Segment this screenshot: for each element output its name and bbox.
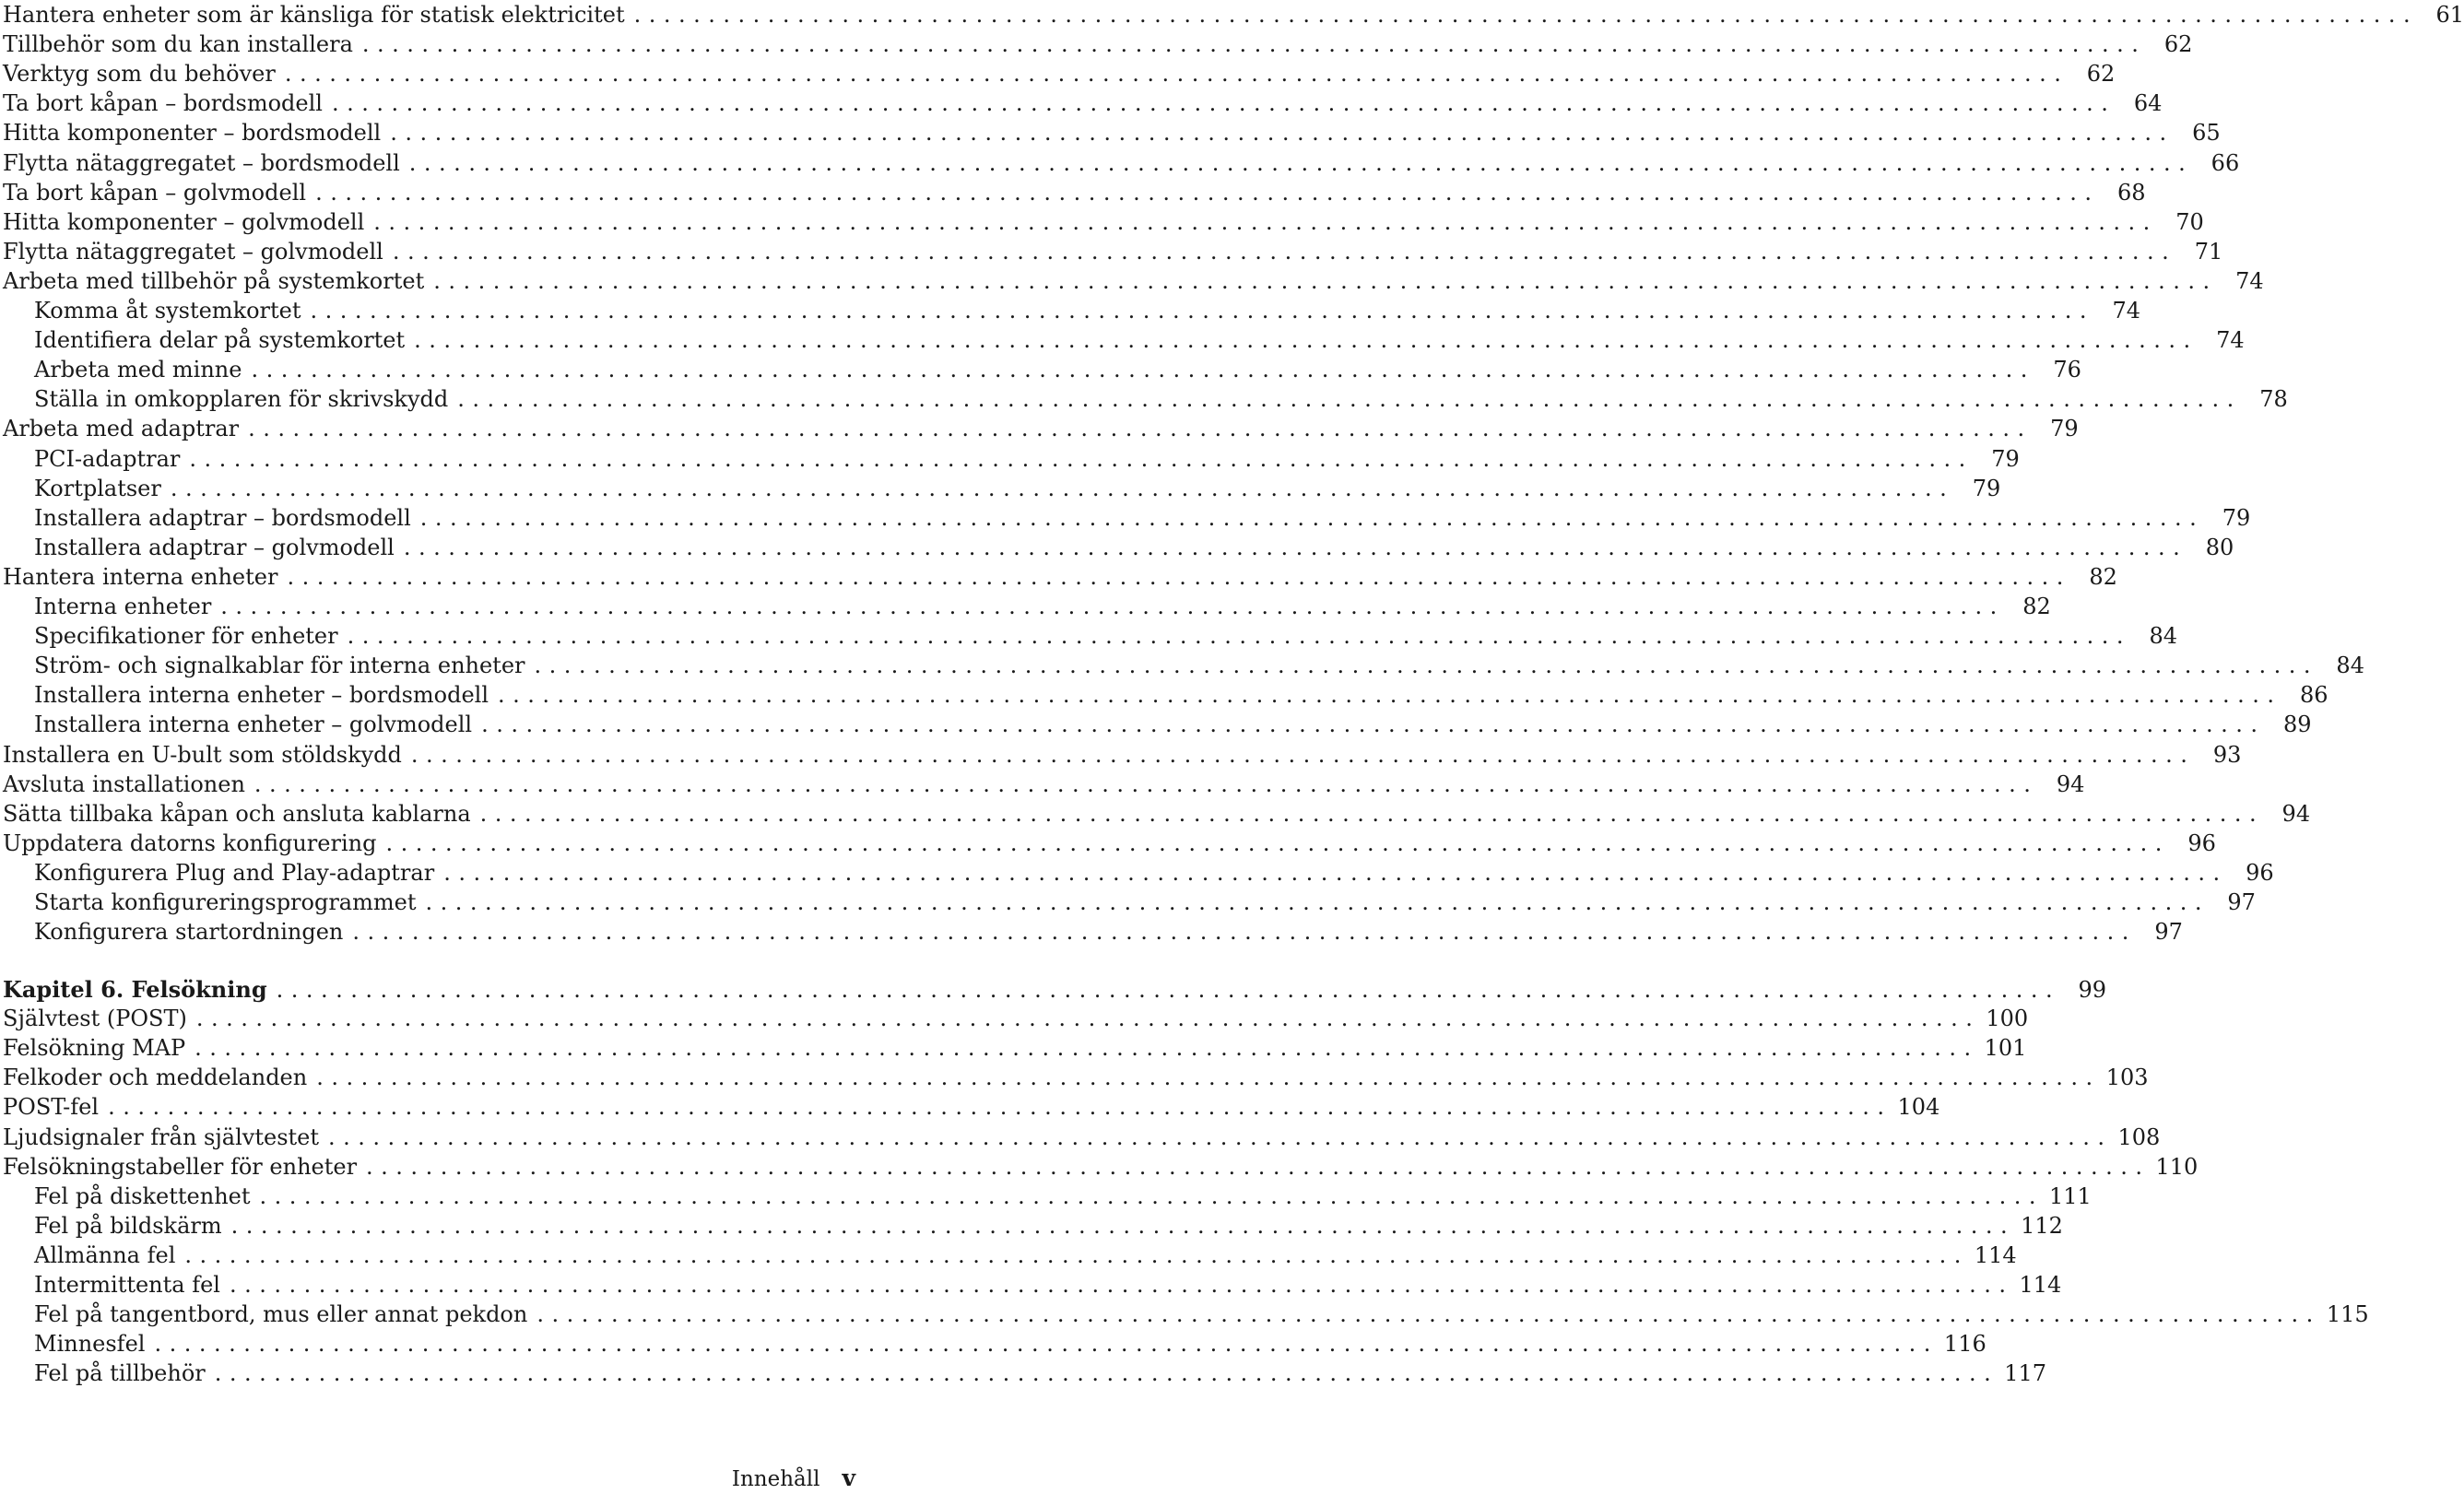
- dot-leader: ........................................................................................................................: [195, 1035, 1979, 1062]
- toc-entry-title: Fel på diskettenhet: [34, 1182, 251, 1209]
- toc-entry-title: Felsökningstabeller för enheter: [3, 1153, 358, 1180]
- toc-entry[interactable]: [34, 1300, 2369, 1330]
- toc-entry-page: 108: [2117, 1123, 2161, 1150]
- toc-entry-page: 103: [2105, 1065, 2149, 1091]
- dot-leader: ........................................................................................................................: [425, 889, 2210, 915]
- dot-leader: ........................................................................................................................: [498, 682, 2282, 709]
- toc-entry-title: PCI-adaptrar: [34, 445, 181, 472]
- toc-entry-page: 117: [2004, 1360, 2047, 1387]
- toc-entry-page: 96: [2187, 829, 2216, 856]
- toc-entry[interactable]: [3, 562, 2117, 593]
- toc-entry-page: 104: [1897, 1094, 1940, 1121]
- toc-entry-page: 79: [2222, 504, 2251, 531]
- toc-entry-title: Interna enheter: [34, 594, 212, 619]
- dot-leader: ........................................................................................................................: [633, 2, 2419, 28]
- dot-leader: ........................................................................................................................: [347, 623, 2132, 650]
- toc-entry-title: Verktyg som du behöver: [3, 61, 276, 88]
- toc-entry[interactable]: [3, 414, 2079, 444]
- dot-leader: ........................................................................................................................: [373, 208, 2158, 235]
- page-number: v: [842, 1465, 855, 1491]
- toc-entry-title: Avsluta installationen: [3, 771, 245, 797]
- toc-entry[interactable]: [3, 29, 2193, 60]
- toc-entry[interactable]: [34, 651, 2364, 681]
- toc-entry-title: Identifiera delar på systemkortet: [34, 327, 406, 354]
- toc-entry-page: 76: [2053, 357, 2081, 383]
- toc-entry-page: 78: [2259, 386, 2288, 413]
- toc-entry[interactable]: [3, 237, 2223, 267]
- toc-entry[interactable]: [3, 1123, 2161, 1153]
- toc-entry-page: 82: [2089, 563, 2117, 590]
- toc-entry-title: Ställa in omkopplaren för skrivskydd: [34, 386, 449, 413]
- toc-entry-title: Ta bort kåpan – golvmodell: [3, 179, 307, 206]
- dot-leader: ........................................................................................................................: [443, 859, 2228, 886]
- toc-entry[interactable]: [34, 917, 2183, 947]
- toc-entry[interactable]: [34, 1329, 1987, 1359]
- toc-entry-title: Ljudsignaler från självtestet: [3, 1123, 320, 1150]
- toc-entry-title: Uppdatera datorns konfigurering: [3, 829, 377, 856]
- dot-leader: ........................................................................................................................: [315, 179, 2100, 206]
- toc-entry-title: Specifikationer för enheter: [34, 623, 338, 650]
- toc-entry[interactable]: [3, 1033, 2027, 1064]
- toc-entry-page: 114: [2019, 1272, 2062, 1298]
- toc-entry-title: Starta konfigureringsprogrammet: [34, 889, 417, 915]
- toc-entry[interactable]: [34, 444, 2020, 475]
- toc-entry-page: 110: [2155, 1153, 2199, 1180]
- toc-entry[interactable]: [3, 770, 2085, 800]
- toc-entry-page: 80: [2205, 534, 2234, 560]
- toc-entry-page: 112: [2021, 1212, 2063, 1239]
- dot-leader: ........................................................................................................................: [230, 1212, 2016, 1239]
- toc-entry[interactable]: [34, 858, 2274, 888]
- toc-entry-title: Konfigurera startordningen: [34, 919, 344, 946]
- toc-entry-page: 62: [2086, 61, 2116, 88]
- footer-label: Innehåll: [731, 1467, 820, 1491]
- toc-entry-title: Fel på bildskärm: [34, 1212, 222, 1239]
- toc-entry-title: Arbeta med minne: [34, 357, 242, 383]
- toc-entry[interactable]: [3, 178, 2146, 208]
- dot-leader: ........................................................................................................................: [108, 1094, 1892, 1121]
- toc-entry[interactable]: [34, 474, 2001, 504]
- toc-entry-title: Intermittenta fel: [34, 1272, 220, 1298]
- toc-entry-page: 111: [2048, 1182, 2092, 1209]
- toc-entry-page: 71: [2194, 238, 2223, 265]
- toc-entry-page: 64: [2133, 90, 2163, 117]
- toc-entry-title: Tillbehör som du kan installera: [3, 31, 353, 58]
- dot-leader: ........................................................................................................................: [352, 919, 2137, 946]
- page-footer: [719, 1465, 855, 1491]
- toc-entry-page: 62: [2163, 31, 2193, 58]
- dot-leader: ........................................................................................................................: [170, 475, 1955, 501]
- toc-entry[interactable]: [3, 118, 2221, 148]
- toc-entry-page: 65: [2192, 120, 2221, 147]
- toc-entry[interactable]: [34, 1270, 2062, 1300]
- toc-entry-page: 101: [1984, 1035, 2027, 1062]
- dot-leader: ........................................................................................................................: [408, 149, 2194, 176]
- toc-entry-page: 79: [1991, 445, 2020, 472]
- dot-leader: ........................................................................................................................: [331, 90, 2116, 117]
- toc-entry-title: Installera interna enheter – golvmodell: [34, 712, 473, 738]
- toc-entry-title: Felkoder och meddelanden: [3, 1065, 308, 1091]
- toc-entry-page: 93: [2212, 741, 2242, 768]
- toc-entry-page: 70: [2175, 208, 2204, 235]
- dot-leader: ........................................................................................................................: [385, 829, 2170, 856]
- toc-entry-title: Flytta nätaggregatet – bordsmodell: [3, 149, 400, 176]
- toc-entry-title: Ta bort kåpan – bordsmodell: [3, 90, 323, 117]
- toc-entry-title: Hitta komponenter – bordsmodell: [3, 120, 382, 147]
- dot-leader: ........................................................................................................................: [419, 504, 2205, 531]
- dot-leader: ........................................................................................................................: [316, 1065, 2101, 1091]
- toc-entry-page: 116: [1943, 1331, 1987, 1358]
- toc-entry-page: 84: [2336, 653, 2364, 679]
- toc-entry[interactable]: [3, 1004, 2029, 1034]
- toc-entry-title: Minnesfel: [34, 1331, 146, 1358]
- dot-leader: ........................................................................................................................: [410, 741, 2196, 768]
- toc-entry-title: Installera en U-bult som stöldskydd: [3, 741, 402, 768]
- toc-entry-title: Felsökning MAP: [3, 1035, 186, 1062]
- dot-leader: ........................................................................................................................: [248, 416, 2033, 442]
- toc-entry[interactable]: [34, 1182, 2092, 1212]
- toc-entry[interactable]: [34, 1211, 2063, 1241]
- toc-entry-title: Komma åt systemkortet: [34, 298, 301, 324]
- dot-leader: ........................................................................................................................: [154, 1331, 1939, 1358]
- toc-entry[interactable]: [34, 680, 2328, 711]
- toc-entry-page: 114: [1974, 1241, 2017, 1268]
- dot-leader: ........................................................................................................................: [259, 1182, 2044, 1209]
- toc-entry[interactable]: [3, 0, 2464, 30]
- dot-leader: ........................................................................................................................: [220, 594, 2005, 619]
- toc-entry-page: 61: [2435, 2, 2464, 28]
- dot-leader: ........................................................................................................................: [328, 1123, 2113, 1150]
- toc-entry-page: 79: [2050, 416, 2079, 442]
- dot-leader: ........................................................................................................................: [287, 563, 2071, 590]
- toc-entry[interactable]: [34, 296, 2140, 326]
- toc-entry-title: Hantera enheter som är känsliga för statisk elektricitet: [3, 2, 625, 28]
- toc-entry-page: 97: [2227, 889, 2256, 915]
- dot-leader: ........................................................................................................................: [195, 1006, 1981, 1032]
- toc-entry-title: Kortplatser: [34, 475, 161, 501]
- toc-entry-page: 96: [2246, 859, 2274, 886]
- dot-leader: ........................................................................................................................: [403, 534, 2188, 560]
- toc-entry-title: Ström- och signalkablar för interna enheter: [34, 653, 525, 679]
- toc-entry[interactable]: [3, 59, 2116, 89]
- toc-entry-page: 89: [2283, 712, 2312, 738]
- toc-entry[interactable]: [34, 710, 2312, 740]
- dot-leader: ........................................................................................................................: [276, 977, 2061, 1003]
- toc-entry-page: 86: [2299, 682, 2328, 709]
- toc-entry-page: 97: [2154, 919, 2183, 946]
- toc-entry-page: 94: [2281, 800, 2311, 827]
- toc-entry[interactable]: [3, 740, 2242, 771]
- toc-entry-title: Flytta nätaggregatet – golvmodell: [3, 238, 383, 265]
- dot-leader: ........................................................................................................................: [253, 771, 2039, 797]
- toc-entry[interactable]: [3, 829, 2216, 859]
- toc-entry-page: 74: [2112, 298, 2140, 324]
- toc-entry-page: 115: [2326, 1301, 2369, 1328]
- dot-leader: ........................................................................................................................: [457, 386, 2242, 413]
- toc-entry-title: Hantera interna enheter: [3, 563, 278, 590]
- toc-entry-title: Fel på tillbehör: [34, 1360, 206, 1387]
- dot-leader: ........................................................................................................................: [310, 298, 2094, 324]
- toc-entry[interactable]: [3, 207, 2204, 238]
- toc-entry[interactable]: [3, 148, 2240, 179]
- toc-entry[interactable]: [34, 503, 2251, 534]
- toc-entry[interactable]: [3, 1092, 1940, 1123]
- toc-entry[interactable]: [34, 325, 2245, 356]
- dot-leader: ........................................................................................................................: [251, 357, 2035, 383]
- toc-entry-title: Arbeta med tillbehör på systemkortet: [3, 267, 425, 294]
- dot-leader: ........................................................................................................................: [366, 1153, 2151, 1180]
- toc-entry[interactable]: [3, 1152, 2199, 1182]
- toc-entry-title: POST-fel: [3, 1094, 100, 1121]
- toc-entry-page: 82: [2022, 594, 2051, 619]
- toc-entry[interactable]: [3, 88, 2163, 119]
- toc-entry-title: Allmänna fel: [34, 1241, 176, 1268]
- dot-leader: ........................................................................................................................: [184, 1241, 1969, 1268]
- toc-entry[interactable]: [34, 533, 2234, 563]
- toc-entry-title: Självtest (POST): [3, 1006, 187, 1032]
- toc-entry[interactable]: [34, 888, 2256, 918]
- dot-leader: ........................................................................................................................: [534, 653, 2318, 679]
- dot-leader: ........................................................................................................................: [390, 120, 2175, 147]
- toc-entry[interactable]: [3, 799, 2311, 829]
- dot-leader: ........................................................................................................................: [361, 31, 2147, 58]
- toc-entry-page: 74: [2235, 267, 2264, 294]
- toc-entry[interactable]: [34, 355, 2081, 385]
- dot-leader: ........................................................................................................................: [481, 712, 2266, 738]
- dot-leader: ........................................................................................................................: [414, 327, 2199, 354]
- toc-entry[interactable]: [34, 384, 2288, 415]
- dot-leader: ........................................................................................................................: [189, 445, 1974, 472]
- toc-entry-page: 66: [2211, 149, 2240, 176]
- toc-entry-title: Installera adaptrar – bordsmodell: [34, 504, 411, 531]
- toc-entry-title: Sätta tillbaka kåpan och ansluta kablarna: [3, 800, 471, 827]
- toc-entry-page: 79: [1972, 475, 2001, 501]
- chapter-heading-entry[interactable]: [3, 974, 2107, 1005]
- toc-entry-page: 68: [2116, 179, 2146, 206]
- dot-leader: ........................................................................................................................: [536, 1301, 2321, 1328]
- toc-entry-title: Konfigurera Plug and Play-adaptrar: [34, 859, 435, 886]
- toc-entry[interactable]: [34, 1241, 2017, 1271]
- dot-leader: ........................................................................................................................: [229, 1272, 2014, 1298]
- toc-entry[interactable]: [3, 266, 2264, 297]
- toc-entry-title: Fel på tangentbord, mus eller annat pekdon: [34, 1301, 528, 1328]
- toc-entry[interactable]: [34, 621, 2178, 652]
- toc-entry-page: 100: [1986, 1006, 2029, 1032]
- toc-entry[interactable]: [34, 592, 2051, 622]
- toc-entry-title: Installera interna enheter – bordsmodell: [34, 682, 489, 709]
- dot-leader: ........................................................................................................................: [433, 267, 2218, 294]
- dot-leader: ........................................................................................................................: [214, 1360, 1999, 1387]
- toc-entry-page: 99: [2078, 977, 2107, 1003]
- dot-leader: ........................................................................................................................: [284, 61, 2069, 88]
- toc-entry-title: Installera adaptrar – golvmodell: [34, 534, 395, 560]
- toc-entry-title: Arbeta med adaptrar: [3, 416, 240, 442]
- toc-entry-page: 74: [2216, 327, 2245, 354]
- toc-entry[interactable]: [3, 1063, 2149, 1093]
- toc-entry-title: Kapitel 6. Felsökning: [3, 976, 267, 1003]
- dot-leader: ........................................................................................................................: [479, 800, 2265, 827]
- dot-leader: ........................................................................................................................: [392, 238, 2177, 265]
- toc-entry-page: 94: [2056, 771, 2085, 797]
- toc-entry[interactable]: [34, 1359, 2047, 1389]
- toc-entry-page: 84: [2149, 623, 2178, 650]
- toc-entry-title: Hitta komponenter – golvmodell: [3, 208, 365, 235]
